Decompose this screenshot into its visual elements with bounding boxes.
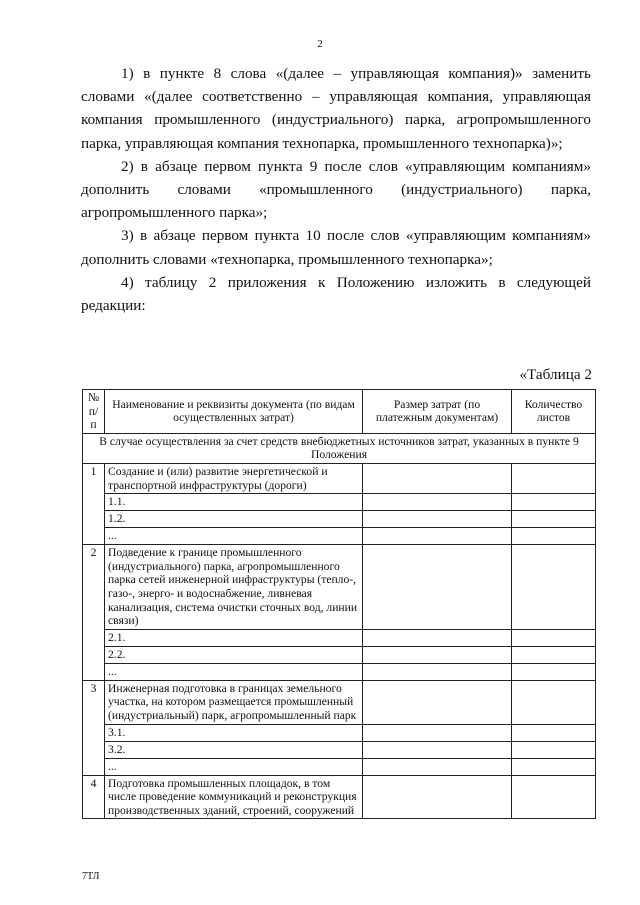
subrow-cost-cell [363, 741, 512, 758]
row-sheets-cell [512, 545, 596, 630]
paragraph-2: 2) в абзаце первом пункта 9 после слов «управляющим компаниям» дополнить словами «промышленного (индустриального) парка, агропромышленного парка»; [81, 157, 591, 222]
subrow-sheets-cell [512, 494, 596, 511]
subrow-label: ... [105, 528, 363, 545]
row-cost-cell [363, 775, 512, 819]
table-subrow [83, 758, 596, 775]
subrow-cost-cell [363, 758, 512, 775]
subrow-cost-cell [363, 629, 512, 646]
table-subrow [83, 646, 596, 663]
row-title: Подведение к границе промышленного (индустриального) парка, агропромышленного парка сетей инженерной инфраструктуры (тепло-, газо-, энерго- и водоснабжение, ливневая канализация, система очистки сточных вод, линии связи) [105, 545, 363, 630]
subrow-sheets-cell [512, 528, 596, 545]
subrow-sheets-cell [512, 758, 596, 775]
subrow-label: ... [105, 758, 363, 775]
subrow-sheets-cell [512, 724, 596, 741]
subrow-cost-cell [363, 511, 512, 528]
subrow-cost-cell [363, 528, 512, 545]
row-number: 3 [83, 680, 105, 775]
table-subrow [83, 511, 596, 528]
subrow-label: 2.1. [105, 629, 363, 646]
row-number: 2 [83, 545, 105, 681]
table-body [83, 433, 596, 819]
table-subrow [83, 663, 596, 680]
subrow-cost-cell [363, 646, 512, 663]
header-cost-amount: Размер затрат (по платежным документам) [363, 390, 512, 434]
table-subrow [83, 724, 596, 741]
subrow-label: ... [105, 663, 363, 680]
table-note: В случае осуществления за счет средств внебюджетных источников затрат, указанных в пункте 9 Положения [83, 433, 596, 463]
table-subrow [83, 528, 596, 545]
paragraph-3: 3) в абзаце первом пункта 10 после слов «управляющим компаниям» дополнить словами «технопарка, промышленного технопарка»; [81, 227, 591, 268]
table-subrow [83, 741, 596, 758]
subrow-label: 3.1. [105, 724, 363, 741]
table-subrow [83, 629, 596, 646]
table-row [83, 775, 596, 819]
table-caption: «Таблица 2 [519, 366, 592, 383]
row-title: Подготовка промышленных площадок, в том числе проведение коммуникаций и реконструкция производственных зданий, строений, сооружений [105, 775, 363, 819]
row-number: 4 [83, 775, 105, 819]
paragraph-4: 4) таблицу 2 приложения к Положению изложить в следующей редакции: [81, 273, 591, 315]
subrow-sheets-cell [512, 629, 596, 646]
subrow-label: 3.2. [105, 741, 363, 758]
subrow-label: 2.2. [105, 646, 363, 663]
footer-code: 7ТЛ [82, 871, 100, 882]
row-sheets-cell [512, 463, 596, 493]
subrow-sheets-cell [512, 646, 596, 663]
body-text [81, 62, 591, 317]
subrow-cost-cell [363, 494, 512, 511]
row-cost-cell [363, 680, 512, 724]
row-title: Создание и (или) развитие энергетической и транспортной инфраструктуры (дороги) [105, 463, 363, 493]
table-subrow [83, 494, 596, 511]
row-sheets-cell [512, 680, 596, 724]
subrow-sheets-cell [512, 663, 596, 680]
cost-documents-table [82, 389, 596, 819]
subrow-label: 1.1. [105, 494, 363, 511]
row-cost-cell [363, 463, 512, 493]
header-number: № п/п [83, 390, 105, 434]
row-sheets-cell [512, 775, 596, 819]
subrow-cost-cell [363, 663, 512, 680]
paragraph-1: 1) в пункте 8 слова «(далее – управляющая компания)» заменить словами «(далее соответственно – управляющая компания, управляющая компания промышленного (индустриального) парка, агропромышленного парка, управляющая компания технопарка, промышленного технопарка)»; [81, 65, 591, 152]
subrow-sheets-cell [512, 511, 596, 528]
table-header-row [83, 390, 596, 434]
header-document-name: Наименование и реквизиты документа (по видам осуществленных затрат) [105, 390, 363, 434]
page-number: 2 [317, 38, 323, 50]
table-note-row [83, 433, 596, 463]
table-row [83, 545, 596, 630]
header-sheet-count: Количество листов [512, 390, 596, 434]
subrow-label: 1.2. [105, 511, 363, 528]
table-row [83, 463, 596, 493]
row-title: Инженерная подготовка в границах земельного участка, на котором размещается промышленный (индустриальный) парк, агропромышленный парк [105, 680, 363, 724]
row-number: 1 [83, 463, 105, 544]
subrow-cost-cell [363, 724, 512, 741]
row-cost-cell [363, 545, 512, 630]
subrow-sheets-cell [512, 741, 596, 758]
table-row [83, 680, 596, 724]
